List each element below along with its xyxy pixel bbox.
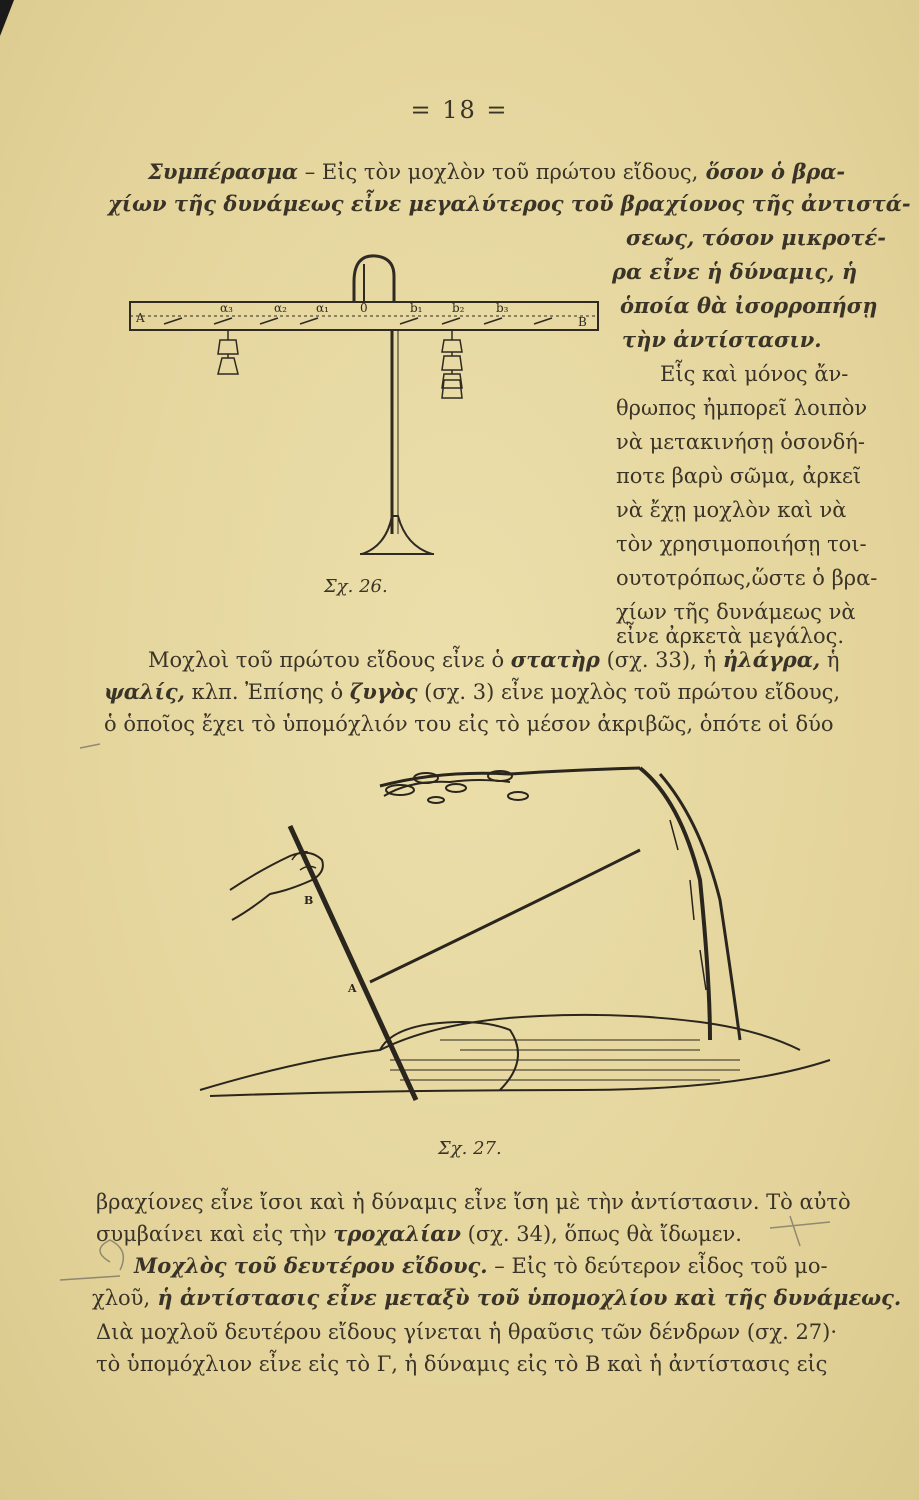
- text-line: [96, 1220, 742, 1248]
- text-span: (σχ. 33), ἡ: [599, 648, 723, 672]
- text-span: συμβαίνει καὶ εἰς τὴν: [96, 1222, 334, 1246]
- text-line: ποτε βαρὺ σῶμα, ἀρκεῖ: [616, 464, 862, 488]
- fig27-label-b: B: [304, 894, 314, 907]
- text-line: [148, 646, 839, 674]
- term-scissors: ψαλίς,: [104, 679, 185, 704]
- conclusion-heading: Συμπέρασμα: [148, 159, 299, 184]
- term-pulley: τροχαλίαν: [333, 1221, 461, 1246]
- text-span: (σχ. 3) εἶνε μοχλὸς τοῦ πρώτου εἴδους,: [417, 680, 841, 704]
- fig26-label-b3: b₃: [496, 301, 509, 315]
- text-span: ὅσον ὁ βρα-: [698, 159, 846, 184]
- fig26-label-a2: α₂: [274, 301, 287, 315]
- text-line: βραχίονες εἶνε ἴσοι καὶ ἡ δύναμις εἶνε ἴση μὲ τὴν ἀντίστασιν. Τὸ αὐτὸ: [96, 1190, 851, 1214]
- text-line: νὰ ἔχῃ μοχλὸν καὶ νὰ: [616, 498, 847, 522]
- page-corner-shadow: [0, 0, 14, 36]
- fig26-label-a3: α₃: [220, 301, 233, 315]
- text-line: [134, 1252, 828, 1280]
- second-class-lever-heading: Μοχλὸς τοῦ δευτέρου εἴδους.: [134, 1253, 488, 1278]
- text-line: [92, 1284, 901, 1312]
- fig27-label-a: A: [348, 982, 357, 995]
- text-line: χίων τῆς δυνάμεως νὰ: [616, 600, 856, 624]
- text-span: Μοχλοὶ τοῦ πρώτου εἴδους εἶνε ὁ: [148, 648, 511, 672]
- term-balance: ζυγὸς: [349, 679, 418, 704]
- text-span: κλπ. Ἐπίσης ὁ: [184, 680, 350, 704]
- text-span: ἡ ἀντίστασις εἶνε μεταξὺ τοῦ ὑπομοχλίου καὶ τῆς δυνάμεως.: [150, 1285, 902, 1310]
- figure-26-caption: Σχ. 26.: [324, 576, 388, 597]
- text-span: – Εἰς τὸ δεύτερον εἶδος τοῦ μο-: [487, 1254, 828, 1278]
- term-steelyard: στατὴρ: [510, 647, 600, 672]
- text-span: (σχ. 34), ὅπως θὰ ἴδωμεν.: [460, 1222, 742, 1246]
- text-line: Εἷς καὶ μόνος ἄν-: [660, 362, 849, 386]
- text-line: ουτοτρόπως,ὥστε ὁ βρα-: [616, 566, 878, 590]
- text-line: νὰ μετακινήσῃ ὁσονδή-: [616, 430, 865, 454]
- page-number: = 18 =: [410, 96, 509, 124]
- term-pliers: ἠλάγρα,: [722, 647, 821, 672]
- text-span: ἡ: [820, 648, 840, 672]
- text-line: [104, 678, 840, 706]
- figure-26-lever: [124, 246, 604, 576]
- text-line: τὸν χρησιμοποιήσῃ τοι-: [616, 532, 867, 556]
- text-line: ρα εἶνε ἡ δύναμις, ἡ: [612, 259, 858, 284]
- text-line: ὁ ὁποῖος ἔχει τὸ ὑπομόχλιόν του εἰς τὸ μέσον ἀκριβῶς, ὁπότε οἱ δύο: [104, 712, 834, 736]
- fig26-label-b: B: [578, 315, 587, 329]
- text-line: Διὰ μοχλοῦ δευτέρου εἴδους γίνεται ἡ θραῦσις τῶν δένδρων (σχ. 27)·: [96, 1320, 838, 1344]
- text-span: χλοῦ,: [92, 1286, 151, 1310]
- text-line: τὸ ὑπομόχλιον εἶνε εἰς τὸ Γ, ἡ δύναμις εἰς τὸ Β καὶ ἡ ἀντίστασις εἰς: [96, 1352, 828, 1376]
- figure-27-tree-lever: [180, 760, 880, 1130]
- text-line: σεως, τόσον μικροτέ-: [626, 225, 887, 250]
- text-line: [148, 158, 845, 186]
- fig26-label-a: A: [136, 311, 145, 325]
- text-line: χίων τῆς δυνάμεως εἶνε μεγαλύτερος τοῦ βραχίονος τῆς ἀντιστά-: [108, 191, 911, 216]
- fig26-label-0: 0: [360, 301, 368, 315]
- text-span: – Εἰς τὸν μοχλὸν τοῦ πρώτου εἴδους,: [298, 160, 699, 184]
- text-line: εἶνε ἀρκετὰ μεγάλος.: [616, 624, 845, 648]
- text-line: ὁποία θὰ ἰσορροπήσῃ: [620, 293, 878, 318]
- fig26-label-a1: α₁: [316, 301, 329, 315]
- fig26-label-b1: b₁: [410, 301, 423, 315]
- fig26-label-b2: b₂: [452, 301, 465, 315]
- text-line: θρωπος ἠμπορεῖ λοιπὸν: [616, 396, 868, 420]
- figure-27-caption: Σχ. 27.: [438, 1138, 502, 1159]
- text-line: τὴν ἀντίστασιν.: [622, 327, 822, 352]
